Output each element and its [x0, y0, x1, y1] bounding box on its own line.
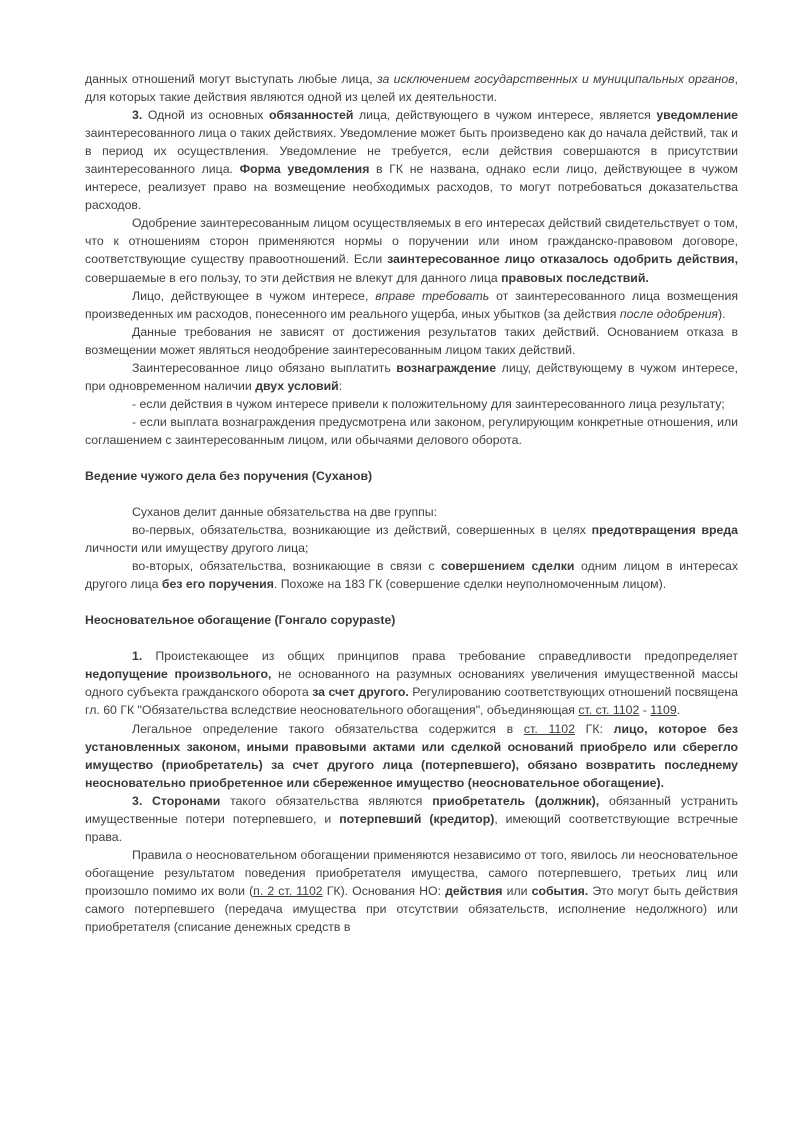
paragraph: Одобрение заинтересованным лицом осуществляемых в его интересах действий свидетельствует о том, что к отношениям сторон применяются нормы о поручении или ином гражданско-правовом договоре, соответствующие существу правоотношений. Если заинтересованное лицо отказалось одобрить действия, совершаемые в его пользу, то эти действия не влекут для данного лица правовых последствий.: [85, 216, 738, 285]
paragraph: Лицо, действующее в чужом интересе, вправе требовать от заинтересованного лица возмещения произведенных им расходов, понесенного им реального ущерба, иных убытков (за действия после одобрения).: [85, 288, 738, 321]
law-link[interactable]: ст. ст. 1102: [578, 703, 640, 718]
law-link[interactable]: ст. 1102: [523, 721, 575, 736]
paragraph: Легальное определение такого обязательства содержится в ст. 1102 ГК: лицо, которое без установленных законом, иными правовыми актами или сделкой оснований приобрело или сберегло имущество (приобретатель) за счет другого лица (потерпевшего), обязано возвратить последнему неосновательно приобретенное или сбереженное имущество (неосновательное обогащение).: [85, 721, 739, 790]
paragraph: данных отношений могут выступать любые лица, за исключением государственных и муниципальных органов, для которых такие действия являются одной из целей их деятельности.: [85, 72, 738, 105]
paragraph: во-вторых, обязательства, возникающие в связи с совершением сделки одним лицом в интересах другого лица без его поручения. Похоже на 183 ГК (совершение сделки неуполномоченным лицом).: [85, 559, 739, 592]
paragraph: 3. Одной из основных обязанностей лица, действующего в чужом интересе, является уведомление заинтересованного лица о таких действиях. Уведомление может быть произведено как до начала действий, так и в период их осуществления. Уведомление не требуется, если действия совершаются в присутствии заинтересованного лица. Форма уведомления в ГК не названа, однако если лицо, действующее в чужом интересе, реализует право на возмещение необходимых расходов, то могут потребоваться доказательства расходов.: [85, 108, 738, 213]
paragraph: 1. Проистекающее из общих принципов права требование справедливости предопределяет недопущение произвольного, не основанного на разумных основаниях увеличения имущественной массы одного субъекта гражданского оборота за счет другого. Регулированию соответствующих отношений посвящена гл. 60 ГК "Обязательства вследствие неосновательного обогащения", объединяющая ст. ст. 1102 - 1109.: [85, 649, 738, 718]
paragraph: Суханов делит данные обязательства на две группы:: [132, 505, 438, 520]
section-heading: Ведение чужого дела без поручения (Суханов): [85, 468, 373, 483]
list-item: - если действия в чужом интересе привели к положительному для заинтересованного лица результату;: [132, 396, 725, 411]
document-page: [85, 70, 738, 936]
paragraph: 3. Сторонами такого обязательства являются приобретатель (должник), обязанный устранить имущественные потери потерпевшего, и потерпевший (кредитор), имеющий соответствующие встречные права.: [85, 793, 739, 844]
section-heading: Неосновательное обогащение (Гонгало copypaste): [85, 613, 396, 628]
paragraph: Правила о неосновательном обогащении применяются независимо от того, явилось ли неосновательное обогащение результатом поведения приобретателя имущества, самого потерпевшего, третьих лиц или произошло помимо их воли (п. 2 ст. 1102 ГК). Основания НО: действия или события. Это могут быть действия самого потерпевшего (передача имущества при отсутствии обязательств, исполнение недолжного) или приобретателя (списание денежных средств в: [85, 847, 738, 935]
law-link[interactable]: 1109: [650, 703, 677, 718]
paragraph: во-первых, обязательства, возникающие из действий, совершенных в целях предотвращения вреда личности или имуществу другого лица;: [85, 523, 738, 556]
paragraph: Заинтересованное лицо обязано выплатить вознаграждение лицу, действующему в чужом интересе, при одновременном наличии двух условий:: [85, 360, 739, 393]
law-link[interactable]: п. 2 ст. 1102: [253, 883, 323, 898]
paragraph: Данные требования не зависят от достижения результатов таких действий. Основанием отказа в возмещении может являться неодобрение заинтересованным лицом таких действий.: [85, 324, 738, 357]
list-item: - если выплата вознаграждения предусмотрена или законом, регулирующим конкретные отношения, или соглашением с заинтересованным лицом, или обычаями делового оборота.: [85, 414, 738, 447]
